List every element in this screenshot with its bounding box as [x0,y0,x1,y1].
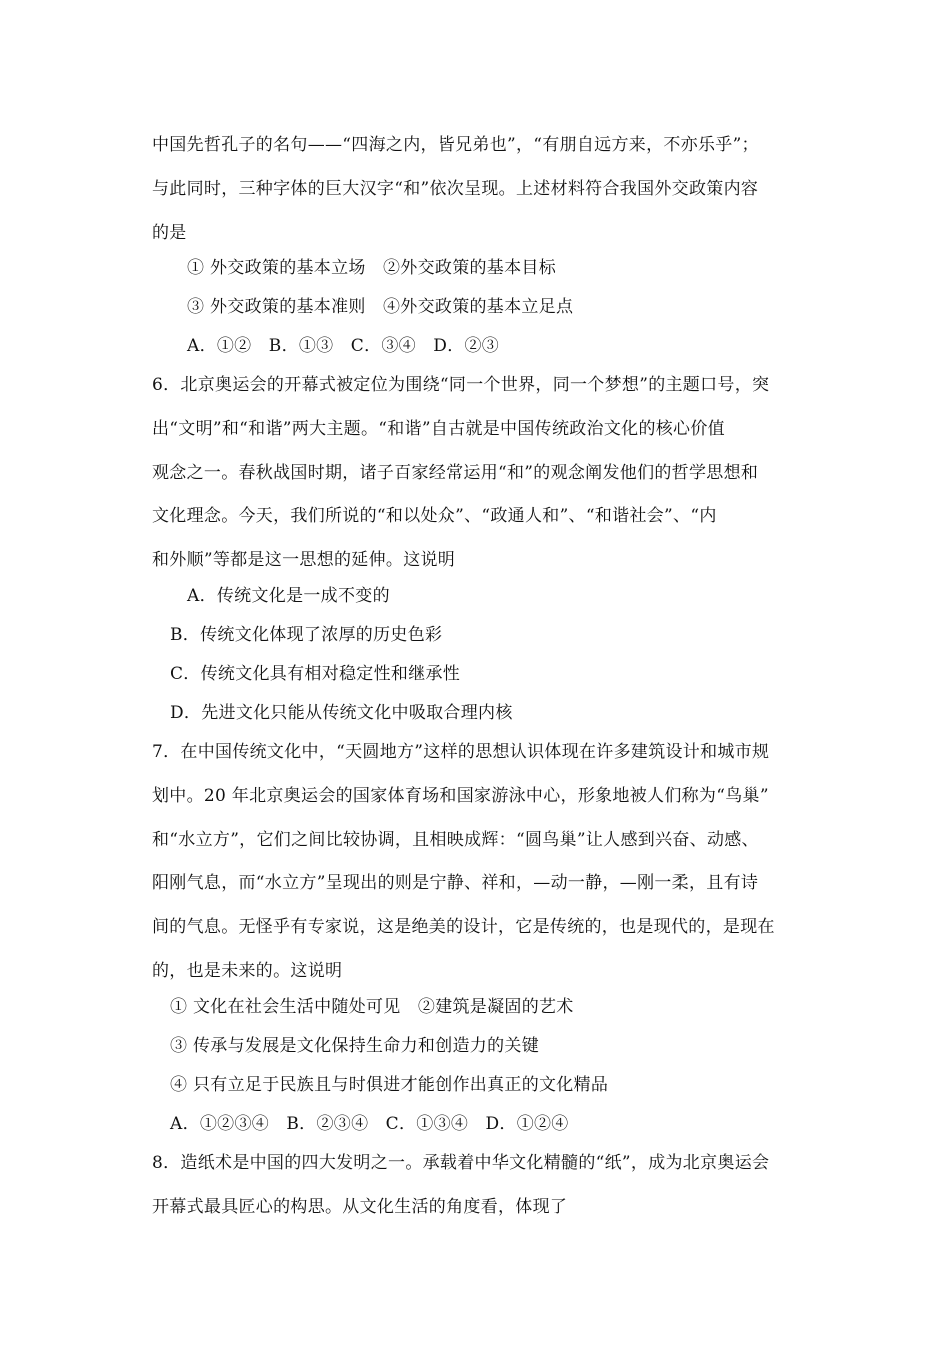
q6-text-line-3: 观念之一。春秋战国时期，诸子百家经常运用“和”的观念阐发他们的哲学思想和 [152,463,759,483]
q7-text-line-2: 划中。20 年北京奥运会的国家体育场和国家游泳中心，形象地被人们称为“鸟巢” [152,786,769,806]
q6-option-c: C．传统文化具有相对稳定性和继承性 [170,664,461,684]
q5-statements-1-2: ① 外交政策的基本立场 ②外交政策的基本目标 [187,258,557,278]
q5-text-line-3: 的是 [152,223,187,243]
q5-choices: A．①② B．①③ C．③④ D．②③ [187,336,500,356]
q6-text-line-5: 和外顺”等都是这一思想的延伸。这说明 [152,550,456,570]
q7-statement-3: ③ 传承与发展是文化保持生命力和创造力的关键 [170,1036,540,1056]
q7-statements-1-2: ① 文化在社会生活中随处可见 ②建筑是凝固的艺术 [170,997,574,1017]
q6-text-line-4: 文化理念。今天，我们所说的“和以处众”、“政通人和”、“和谐社会”、“内 [152,506,717,526]
q5-text-line-2: 与此同时，三种字体的巨大汉字“和”依次呈现。上述材料符合我国外交政策内容 [152,179,759,199]
q7-text-line-5: 间的气息。无怪乎有专家说，这是绝美的设计，它是传统的，也是现代的，是现在 [152,917,775,937]
q7-text-line-4: 阳刚气息，而“水立方”呈现出的则是宁静、祥和，—动一静，—刚一柔，且有诗 [152,873,759,893]
q6-option-a: A．传统文化是一成不变的 [187,586,390,606]
q7-text-line-6: 的，也是未来的。这说明 [152,961,343,981]
q6-option-d: D．先进文化只能从传统文化中吸取合理内核 [170,703,513,723]
q6-option-b: B．传统文化体现了浓厚的历史色彩 [170,625,443,645]
q8-text-line-2: 开幕式最具匠心的构思。从文化生活的角度看，体现了 [152,1197,568,1217]
q5-text-line-1: 中国先哲孔子的名句——“四海之内，皆兄弟也”，“有朋自远方来，不亦乐乎”； [152,135,759,155]
q5-statements-3-4: ③ 外交政策的基本准则 ④外交政策的基本立足点 [187,297,574,317]
q6-text-line-1: 6．北京奥运会的开幕式被定位为围绕“同一个世界，同一个梦想”的主题口号，突 [152,375,770,395]
q7-statement-4: ④ 只有立足于民族且与时俱进才能创作出真正的文化精品 [170,1075,609,1095]
q6-text-line-2: 出“文明”和“和谐”两大主题。“和谐”自古就是中国传统政治文化的核心价值 [152,419,725,439]
q7-choices: A．①②③④ B．②③④ C．①③④ D．①②④ [170,1114,569,1134]
q7-text-line-3: 和“水立方”，它们之间比较协调，且相映成辉：“圆鸟巢”让人感到兴奋、动感、 [152,830,759,850]
q8-text-line-1: 8．造纸术是中国的四大发明之一。承载着中华文化精髓的“纸”，成为北京奥运会 [152,1153,770,1173]
q7-text-line-1: 7．在中国传统文化中，“天圆地方”这样的思想认识体现在许多建筑设计和城市规 [152,742,770,762]
